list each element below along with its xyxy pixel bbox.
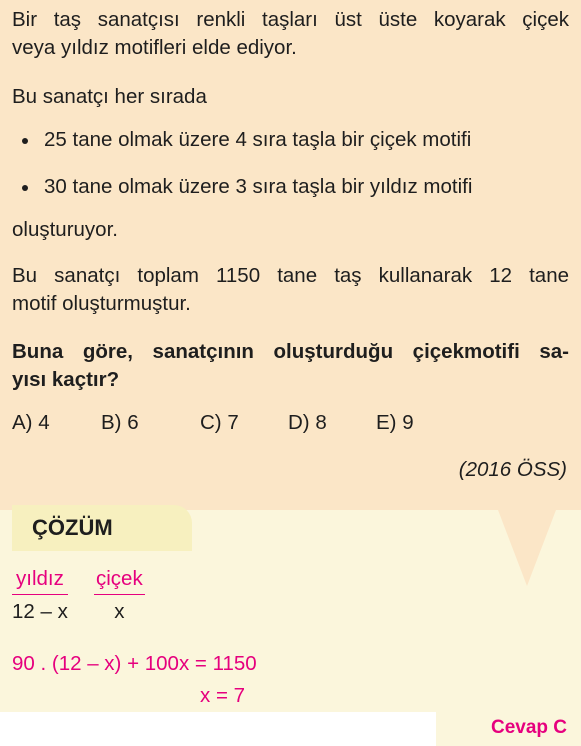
bullet-dot-icon: [22, 138, 28, 144]
question-ask: [12, 338, 569, 394]
source-label: (2016 ÖSS): [458, 458, 567, 481]
question-intro: [12, 6, 569, 62]
solution-equation: 90 . (12 – x) + 100x = 1150: [12, 652, 257, 675]
fraction-star: [12, 566, 68, 625]
footer-strip: [0, 712, 436, 746]
ask-line-1: Buna göre, sanatçının oluşturduğu çiçekmotifi sa-: [12, 340, 569, 363]
choice-a[interactable]: A) 4: [12, 411, 50, 434]
choice-e[interactable]: E) 9: [376, 411, 414, 434]
ask-line-2: yısı kaçtır?: [12, 368, 120, 391]
fraction-numerator: yıldız: [12, 566, 68, 595]
total-line-2: motif oluşturmuştur.: [12, 292, 191, 315]
question-lead: Bu sanatçı her sırada: [12, 85, 207, 108]
choice-d[interactable]: D) 8: [288, 411, 327, 434]
solution-result: x = 7: [200, 684, 246, 707]
fraction-numerator: çiçek: [94, 566, 145, 595]
answer-label: Cevap C: [490, 717, 567, 738]
bullet-dot-icon: [22, 185, 28, 191]
solution-title: ÇÖZÜM: [32, 515, 113, 540]
intro-line-1: Bir taş sanatçısı renkli taşları üst üste koyarak çiçek: [12, 8, 569, 31]
fraction-flower: [94, 566, 145, 625]
bullet-text: 25 tane olmak üzere 4 sıra taşla bir çiçek motifi: [44, 128, 472, 151]
fraction-denominator: 12 – x: [12, 600, 68, 623]
question-result: oluşturuyor.: [12, 218, 118, 241]
choice-b[interactable]: B) 6: [101, 411, 139, 434]
fraction-denominator: x: [114, 600, 125, 623]
choice-c[interactable]: C) 7: [200, 411, 239, 434]
intro-line-2: veya yıldız motifleri elde ediyor.: [12, 36, 297, 59]
total-line-1: Bu sanatçı toplam 1150 tane taş kullanarak 12 tane: [12, 264, 569, 287]
bullet-text: 30 tane olmak üzere 3 sıra taşla bir yıldız motifi: [44, 175, 473, 198]
question-total: [12, 262, 569, 318]
